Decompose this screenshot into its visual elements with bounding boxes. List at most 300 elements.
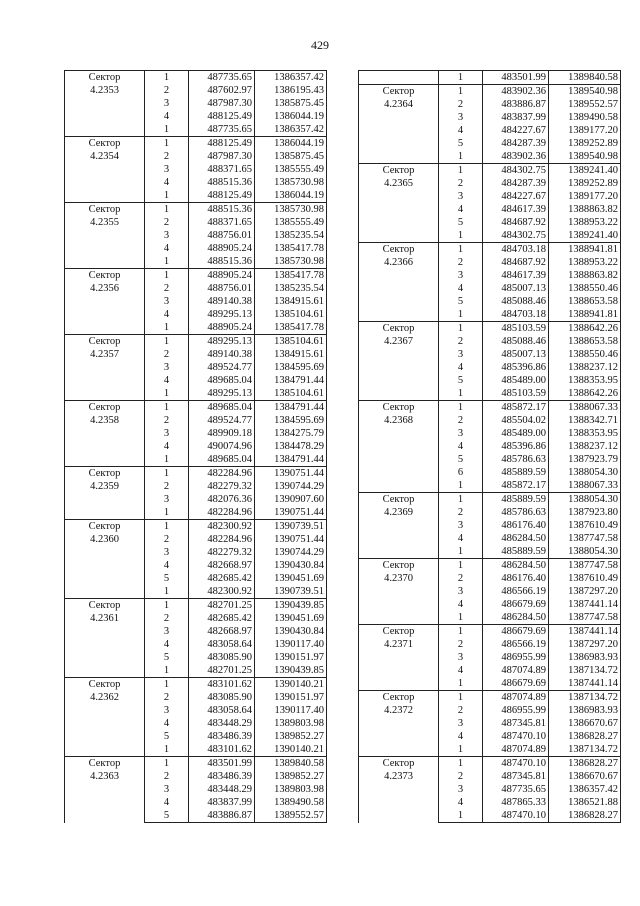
table-row (359, 85, 621, 99)
coordinate-x: 484302.75 (483, 229, 549, 243)
coordinate-x: 489524.77 (189, 361, 255, 374)
coordinate-y: 1385875.45 (255, 150, 327, 163)
point-number: 5 (145, 572, 189, 585)
coordinate-x: 489685.04 (189, 453, 255, 467)
coordinate-x: 487345.81 (483, 770, 549, 783)
coordinate-x: 488125.49 (189, 189, 255, 203)
coordinate-x: 484617.39 (483, 269, 549, 282)
coordinate-x: 483058.64 (189, 704, 255, 717)
sector-label: Сектор (88, 600, 121, 611)
point-number: 2 (145, 282, 189, 295)
coordinate-x: 488371.65 (189, 163, 255, 176)
point-number: 4 (439, 124, 483, 137)
point-number: 4 (145, 176, 189, 189)
coordinate-y: 1386828.27 (549, 730, 621, 743)
coordinate-x: 483101.62 (189, 678, 255, 692)
coordinate-x: 488756.01 (189, 282, 255, 295)
coordinate-x: 489909.18 (189, 427, 255, 440)
coordinate-y: 1388054.30 (549, 466, 621, 479)
table-row (65, 678, 327, 692)
coordinate-y: 1389177.20 (549, 190, 621, 203)
sector-label: Сектор (382, 86, 415, 97)
sector-label: Сектор (88, 679, 121, 690)
point-number: 2 (439, 177, 483, 190)
point-number: 1 (439, 611, 483, 625)
coordinate-x: 482685.42 (189, 612, 255, 625)
point-number: 4 (145, 638, 189, 651)
coordinate-y: 1386828.27 (549, 809, 621, 823)
coordinate-x: 486284.50 (483, 559, 549, 573)
sector-code: 4.2363 (90, 771, 119, 782)
point-number: 1 (145, 757, 189, 771)
table-row (65, 520, 327, 534)
coordinate-y: 1387923.79 (549, 453, 621, 466)
coordinate-x: 487735.65 (483, 783, 549, 796)
coordinate-x: 483085.90 (189, 691, 255, 704)
coordinate-y: 1388953.22 (549, 216, 621, 229)
point-number: 1 (145, 321, 189, 335)
point-number: 4 (439, 203, 483, 216)
sector-code: 4.2365 (384, 178, 413, 189)
coordinate-x: 486679.69 (483, 598, 549, 611)
table-row (65, 757, 327, 771)
coordinate-y: 1385417.78 (255, 321, 327, 335)
coordinate-y: 1386044.19 (255, 189, 327, 203)
coordinate-y: 1384915.61 (255, 295, 327, 308)
point-number: 1 (439, 308, 483, 322)
sector-cell (65, 71, 145, 137)
sector-label: Сектор (88, 270, 121, 281)
coordinate-x: 484703.18 (483, 243, 549, 257)
point-number: 2 (439, 770, 483, 783)
coordinate-x: 485889.59 (483, 493, 549, 507)
sector-cell (65, 137, 145, 203)
point-number: 1 (439, 150, 483, 164)
point-number: 3 (439, 783, 483, 796)
point-number: 1 (439, 677, 483, 691)
sector-label: Сектор (382, 560, 415, 571)
sector-code: 4.2372 (384, 705, 413, 716)
point-number: 2 (145, 480, 189, 493)
coordinate-x: 485872.17 (483, 479, 549, 493)
coordinate-x: 485088.46 (483, 335, 549, 348)
table-row (359, 493, 621, 507)
sector-cell (65, 467, 145, 520)
sector-code: 4.2369 (384, 507, 413, 518)
coordinate-x: 486284.50 (483, 611, 549, 625)
point-number: 1 (145, 189, 189, 203)
point-number: 3 (439, 519, 483, 532)
point-number: 2 (145, 414, 189, 427)
coordinate-y: 1388353.95 (549, 427, 621, 440)
coordinate-x: 482284.96 (189, 467, 255, 481)
sector-label: Сектор (382, 402, 415, 413)
point-number: 3 (439, 190, 483, 203)
point-number: 1 (145, 123, 189, 137)
coordinate-y: 1388054.30 (549, 545, 621, 559)
point-number: 1 (145, 401, 189, 415)
coordinate-y: 1390907.60 (255, 493, 327, 506)
sector-label: Сектор (382, 692, 415, 703)
coordinate-y: 1388353.95 (549, 374, 621, 387)
coordinate-x: 486679.69 (483, 677, 549, 691)
coordinate-y: 1385417.78 (255, 269, 327, 283)
point-number: 5 (439, 137, 483, 150)
coordinate-y: 1389803.98 (255, 783, 327, 796)
sector-code: 4.2368 (384, 415, 413, 426)
table-row (65, 401, 327, 415)
sector-code: 4.2370 (384, 573, 413, 584)
coordinate-y: 1388237.12 (549, 440, 621, 453)
coordinate-y: 1386357.42 (549, 783, 621, 796)
coordinate-y: 1385555.49 (255, 216, 327, 229)
table-row (359, 71, 621, 85)
point-number: 2 (145, 150, 189, 163)
point-number: 3 (145, 625, 189, 638)
coordinate-x: 482300.92 (189, 520, 255, 534)
point-number: 1 (145, 453, 189, 467)
point-number: 1 (145, 255, 189, 269)
coordinate-y: 1390739.51 (255, 520, 327, 534)
sector-label: Сектор (88, 138, 121, 149)
coordinate-x: 483886.87 (483, 98, 549, 111)
coordinate-x: 484617.39 (483, 203, 549, 216)
coordinate-y: 1389540.98 (549, 150, 621, 164)
sector-cell (359, 757, 439, 823)
coordinate-y: 1384275.79 (255, 427, 327, 440)
coordinate-y: 1387134.72 (549, 664, 621, 677)
point-number: 1 (145, 678, 189, 692)
coordinate-x: 489140.38 (189, 295, 255, 308)
coordinate-x: 487987.30 (189, 150, 255, 163)
point-number: 4 (439, 282, 483, 295)
point-number: 1 (439, 559, 483, 573)
coordinate-y: 1386670.67 (549, 770, 621, 783)
table-row (359, 322, 621, 336)
point-number: 5 (145, 809, 189, 823)
point-number: 4 (145, 796, 189, 809)
coordinate-y: 1387441.14 (549, 598, 621, 611)
coordinate-x: 487345.81 (483, 717, 549, 730)
coordinate-x: 487074.89 (483, 664, 549, 677)
coordinate-x: 486284.50 (483, 532, 549, 545)
coordinate-y: 1386670.67 (549, 717, 621, 730)
sector-label: Сектор (382, 626, 415, 637)
coordinate-y: 1390430.84 (255, 559, 327, 572)
point-number: 2 (145, 533, 189, 546)
point-number: 4 (145, 559, 189, 572)
coordinate-x: 487602.97 (189, 84, 255, 97)
coordinate-y: 1388550.46 (549, 348, 621, 361)
table-row (359, 401, 621, 415)
sector-label: Сектор (88, 336, 121, 347)
sector-cell (359, 243, 439, 322)
coordinate-y: 1385235.54 (255, 229, 327, 242)
coordinate-y: 1389840.58 (549, 71, 621, 85)
coordinate-x: 488515.36 (189, 255, 255, 269)
point-number: 2 (439, 704, 483, 717)
coordinate-y: 1387441.14 (549, 625, 621, 639)
point-number: 2 (439, 638, 483, 651)
coordinate-y: 1384915.61 (255, 348, 327, 361)
point-number: 1 (439, 479, 483, 493)
sector-cell (359, 401, 439, 493)
coordinate-y: 1390439.85 (255, 664, 327, 678)
point-number: 1 (439, 387, 483, 401)
sector-label: Сектор (88, 402, 121, 413)
table-row (65, 467, 327, 481)
coordinate-x: 482076.36 (189, 493, 255, 506)
coordinate-x: 488756.01 (189, 229, 255, 242)
sector-cell (65, 599, 145, 678)
point-number: 1 (145, 137, 189, 151)
coordinate-x: 489140.38 (189, 348, 255, 361)
coordinate-x: 485007.13 (483, 282, 549, 295)
coordinate-y: 1386828.27 (549, 757, 621, 771)
point-number: 1 (145, 387, 189, 401)
coordinate-y: 1387747.58 (549, 559, 621, 573)
coordinate-x: 482701.25 (189, 664, 255, 678)
coordinate-y: 1387610.49 (549, 519, 621, 532)
coordinate-x: 488905.24 (189, 242, 255, 255)
coordinate-y: 1384791.44 (255, 374, 327, 387)
coordinate-y: 1385730.98 (255, 255, 327, 269)
coordinate-y: 1387747.58 (549, 611, 621, 625)
coordinate-y: 1387923.80 (549, 506, 621, 519)
table-row (65, 269, 327, 283)
point-number: 2 (439, 98, 483, 111)
coordinate-x: 484687.92 (483, 216, 549, 229)
coordinate-y: 1388653.58 (549, 335, 621, 348)
coordinate-x: 486566.19 (483, 585, 549, 598)
coordinate-x: 487470.10 (483, 757, 549, 771)
sector-cell (65, 757, 145, 823)
coordinate-x: 486566.19 (483, 638, 549, 651)
coordinate-x: 484703.18 (483, 308, 549, 322)
coordinate-y: 1390151.97 (255, 691, 327, 704)
coordinate-x: 483101.62 (189, 743, 255, 757)
coordinate-y: 1390744.29 (255, 546, 327, 559)
sector-code: 4.2356 (90, 283, 119, 294)
coordinate-y: 1389552.57 (255, 809, 327, 823)
sector-label: Сектор (88, 204, 121, 215)
sector-code: 4.2366 (384, 257, 413, 268)
coordinate-y: 1389490.58 (549, 111, 621, 124)
sector-cell (65, 335, 145, 401)
point-number: 2 (439, 256, 483, 269)
coordinate-y: 1390739.51 (255, 585, 327, 599)
sector-code: 4.2354 (90, 151, 119, 162)
coordinate-x: 483837.99 (483, 111, 549, 124)
point-number: 5 (145, 730, 189, 743)
coordinate-y: 1389241.40 (549, 164, 621, 178)
coordinate-y: 1390151.97 (255, 651, 327, 664)
point-number: 4 (439, 361, 483, 374)
coordinate-x: 482668.97 (189, 625, 255, 638)
coordinate-y: 1390439.85 (255, 599, 327, 613)
table-row (65, 335, 327, 349)
coordinate-x: 483058.64 (189, 638, 255, 651)
sector-cell (65, 203, 145, 269)
coordinate-y: 1387134.72 (549, 691, 621, 705)
coordinate-x: 483486.39 (189, 770, 255, 783)
table-row (359, 625, 621, 639)
sector-label: Сектор (88, 468, 121, 479)
point-number: 3 (145, 783, 189, 796)
point-number: 1 (145, 599, 189, 613)
point-number: 2 (145, 348, 189, 361)
coordinate-x: 483448.29 (189, 717, 255, 730)
coordinate-x: 483902.36 (483, 150, 549, 164)
sector-code: 4.2355 (90, 217, 119, 228)
point-number: 1 (145, 335, 189, 349)
point-number: 1 (145, 71, 189, 85)
coordinate-x: 482300.92 (189, 585, 255, 599)
coordinate-x: 489295.13 (189, 387, 255, 401)
sector-cell (359, 322, 439, 401)
sector-code: 4.2367 (384, 336, 413, 347)
sector-code: 4.2362 (90, 692, 119, 703)
coordinate-y: 1386983.93 (549, 704, 621, 717)
point-number: 2 (145, 216, 189, 229)
coordinate-x: 487074.89 (483, 743, 549, 757)
sector-cell (65, 401, 145, 467)
coordinate-y: 1388863.82 (549, 203, 621, 216)
point-number: 1 (439, 401, 483, 415)
coordinate-y: 1385875.45 (255, 97, 327, 110)
point-number: 3 (145, 493, 189, 506)
point-number: 1 (145, 520, 189, 534)
point-number: 1 (439, 545, 483, 559)
point-number: 4 (145, 440, 189, 453)
point-number: 1 (439, 71, 483, 85)
coordinate-x: 485489.00 (483, 374, 549, 387)
coordinate-y: 1388941.81 (549, 308, 621, 322)
point-number: 2 (145, 691, 189, 704)
point-number: 3 (145, 546, 189, 559)
point-number: 4 (439, 796, 483, 809)
coordinate-x: 487735.65 (189, 123, 255, 137)
coordinate-y: 1387297.20 (549, 638, 621, 651)
coordinate-x: 482701.25 (189, 599, 255, 613)
point-number: 4 (145, 308, 189, 321)
coordinate-y: 1384791.44 (255, 401, 327, 415)
point-number: 1 (145, 467, 189, 481)
point-number: 2 (439, 335, 483, 348)
coordinate-y: 1389540.98 (549, 85, 621, 99)
coordinate-y: 1385730.98 (255, 176, 327, 189)
point-number: 4 (439, 664, 483, 677)
coordinate-x: 485489.00 (483, 427, 549, 440)
coordinate-x: 484227.67 (483, 124, 549, 137)
sector-label: Сектор (88, 758, 121, 769)
coordinate-x: 482284.96 (189, 533, 255, 546)
sector-label: Сектор (382, 165, 415, 176)
coordinate-x: 486955.99 (483, 651, 549, 664)
coordinate-y: 1389490.58 (255, 796, 327, 809)
sector-code: 4.2357 (90, 349, 119, 360)
coordinate-x: 483448.29 (189, 783, 255, 796)
coordinate-x: 488515.36 (189, 176, 255, 189)
coordinate-y: 1387747.58 (549, 532, 621, 545)
coordinate-y: 1384595.69 (255, 361, 327, 374)
coordinate-y: 1390751.44 (255, 506, 327, 520)
coordinate-x: 486955.99 (483, 704, 549, 717)
coordinate-y: 1389852.27 (255, 770, 327, 783)
point-number: 5 (145, 651, 189, 664)
coordinate-x: 484287.39 (483, 137, 549, 150)
coordinate-y: 1389252.89 (549, 177, 621, 190)
point-number: 1 (439, 322, 483, 336)
point-number: 4 (145, 242, 189, 255)
coordinate-x: 482284.96 (189, 506, 255, 520)
point-number: 1 (439, 757, 483, 771)
coordinate-x: 483501.99 (483, 71, 549, 85)
coordinate-table-left (64, 70, 327, 823)
point-number: 3 (439, 585, 483, 598)
coordinate-x: 488371.65 (189, 216, 255, 229)
coordinate-y: 1389852.27 (255, 730, 327, 743)
sector-label: Сектор (88, 72, 121, 83)
coordinate-x: 489685.04 (189, 401, 255, 415)
coordinate-x: 489295.13 (189, 308, 255, 321)
coordinate-x: 487470.10 (483, 730, 549, 743)
point-number: 1 (439, 809, 483, 823)
sector-cell (359, 71, 439, 85)
table-row (359, 757, 621, 771)
coordinate-y: 1386983.93 (549, 651, 621, 664)
point-number: 5 (439, 453, 483, 466)
coordinate-x: 485396.86 (483, 361, 549, 374)
table-row (65, 137, 327, 151)
coordinate-y: 1385104.61 (255, 387, 327, 401)
sector-code: 4.2373 (384, 771, 413, 782)
sector-label: Сектор (382, 323, 415, 334)
coordinate-x: 482279.32 (189, 546, 255, 559)
point-number: 1 (145, 664, 189, 678)
coordinate-y: 1390430.84 (255, 625, 327, 638)
coordinate-x: 484227.67 (483, 190, 549, 203)
point-number: 1 (145, 203, 189, 217)
coordinate-y: 1389177.20 (549, 124, 621, 137)
coordinate-y: 1385555.49 (255, 163, 327, 176)
point-number: 3 (439, 717, 483, 730)
sector-cell (65, 520, 145, 599)
point-number: 4 (439, 730, 483, 743)
point-number: 3 (145, 229, 189, 242)
point-number: 5 (439, 216, 483, 229)
coordinate-x: 488515.36 (189, 203, 255, 217)
coordinate-y: 1387610.49 (549, 572, 621, 585)
sector-cell (65, 678, 145, 757)
coordinate-y: 1388863.82 (549, 269, 621, 282)
coordinate-x: 486176.40 (483, 519, 549, 532)
point-number: 1 (145, 506, 189, 520)
coordinate-x: 487735.65 (189, 71, 255, 85)
coordinate-x: 484687.92 (483, 256, 549, 269)
point-number: 1 (145, 743, 189, 757)
point-number: 3 (439, 348, 483, 361)
sector-cell (359, 559, 439, 625)
coordinate-x: 483837.99 (189, 796, 255, 809)
coordinate-x: 484287.39 (483, 177, 549, 190)
coordinate-x: 485396.86 (483, 440, 549, 453)
coordinate-x: 482279.32 (189, 480, 255, 493)
sector-label: Сектор (382, 244, 415, 255)
coordinate-y: 1390451.69 (255, 572, 327, 585)
coordinate-x: 487074.89 (483, 691, 549, 705)
point-number: 1 (439, 229, 483, 243)
